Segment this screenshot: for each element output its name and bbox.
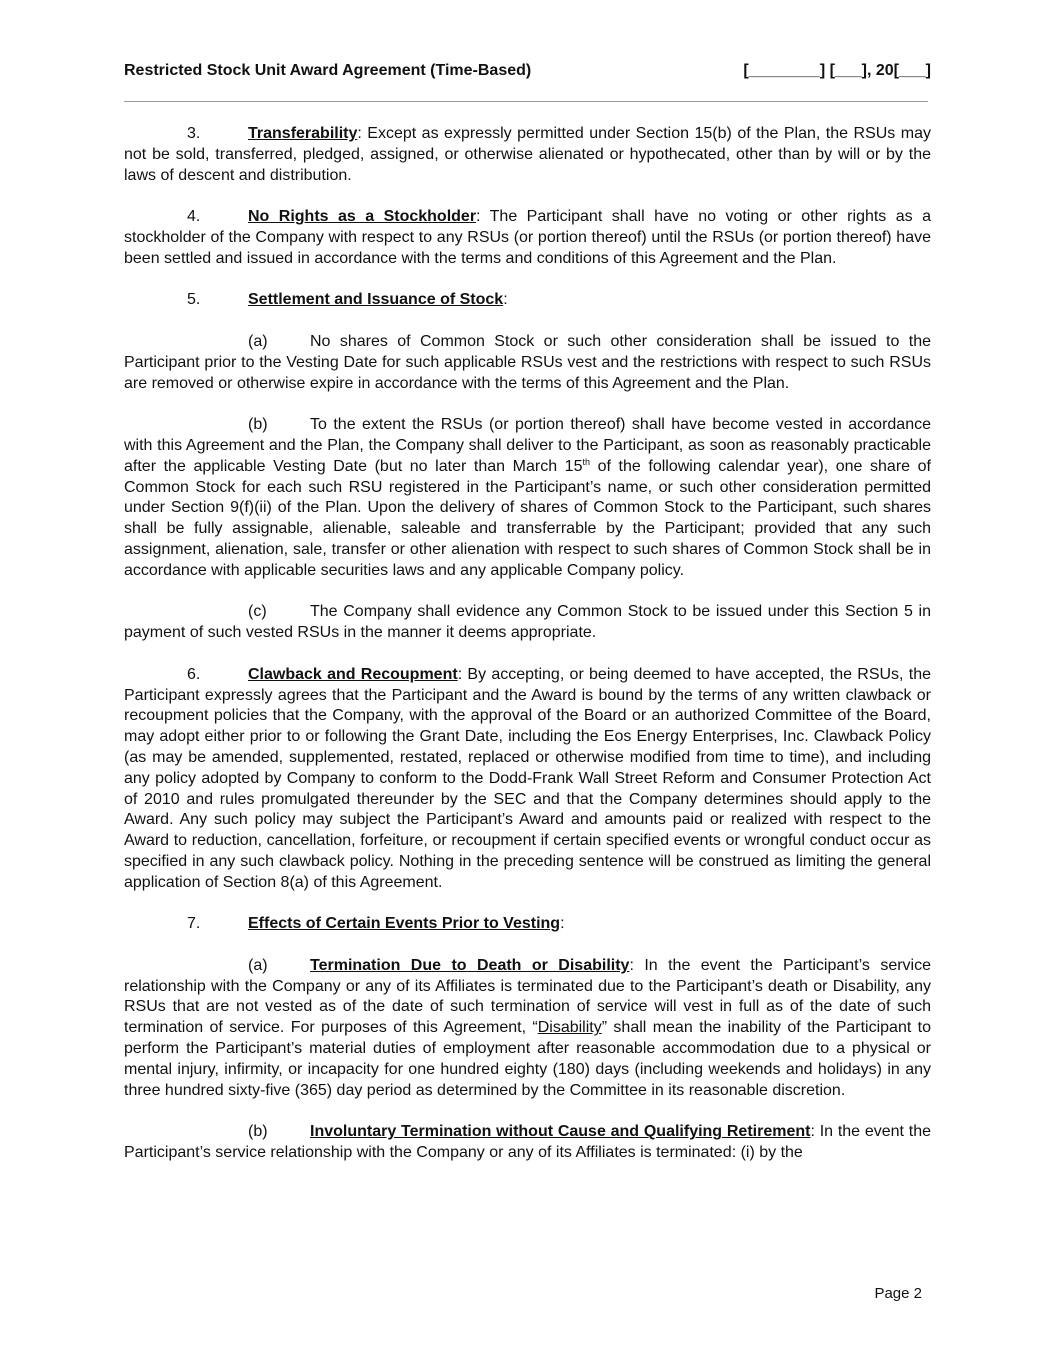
section-number: 4. xyxy=(187,208,201,226)
section-6-clawback: 6. Clawback and Recoupment: By accepting, or being deemed to have accepted, the RSUs, the Participant expressly agrees that the Participant and the Award is bound by the terms of any written clawback or recoupment policies that the Company, with the approval of the Board or an authorized Committee of the Board, may adopt either prior to or following the Grant Date, including the Eos Energy Enterprises, Inc. Clawback Policy (as may be amended, supplemented, restated, replaced or otherwise modified from time to time), and including any policy adopted by Company to conform to the Dodd-Frank Wall Street Reform and Consumer Protection Act of 2010 and rules promulgated thereunder by the SEC and that the Company determines should apply to the Award. Any such policy may subject the Participant’s Award and amounts paid or realized with respect to the Award to reduction, cancellation, forfeiture, or recoupment if certain specified events or wrongful conduct occur as specified in any such clawback policy. Nothing in the preceding sentence will be construed as limiting the general application of Section 8(a) of this Agreement. xyxy=(124,665,931,891)
defined-term: Disability xyxy=(537,1019,602,1037)
section-number: 5. xyxy=(187,291,201,309)
document-body xyxy=(124,124,931,1185)
section-heading: Clawback and Recoupment xyxy=(248,665,458,683)
date-placeholder: [________] [___], 20[___] xyxy=(743,62,931,79)
section-5c xyxy=(124,602,931,644)
section-5a xyxy=(124,332,931,394)
section-heading: Effects of Certain Events Prior to Vesting xyxy=(248,915,561,933)
document-page xyxy=(124,0,931,1365)
subsection-heading: Involuntary Termination without Cause and Qualifying Retirement xyxy=(310,1123,811,1141)
subsection-label: (a) xyxy=(248,332,268,350)
section-number: 7. xyxy=(187,915,201,933)
section-7a: (a) Termination Due to Death or Disability: In the event the Participant’s service relationship with the Company or any of its Affiliates is terminated due to the Participant’s death or Disability, any RSUs that are not vested as of the date of such termination of service will vest in full as of the date of such termination of service. For purposes of this Agreement, “Disability” shall mean the inability of the Participant to perform the Participant’s material duties of employment after reasonable accommodation due to a physical or mental injury, infirmity, or incapacity for one hundred eighty (180) days (including weekends and holidays) in any three hundred sixty-five (365) day period as determined by the Committee in its reasonable discretion. xyxy=(124,956,932,1099)
section-heading: Transferability xyxy=(248,125,358,142)
subsection-label: (a) xyxy=(248,956,268,974)
subsection-heading: Termination Due to Death or Disability xyxy=(310,956,630,974)
subsection-text: The Company shall evidence any Common Stock to be issued under this Section 5 in payment of such vested RSUs in the manner it deems appropriate. xyxy=(124,603,931,642)
section-heading: No Rights as a Stockholder xyxy=(248,208,477,226)
section-5b xyxy=(124,415,931,581)
ordinal-suffix: th xyxy=(582,456,590,467)
subsection-text: In the event the Participant’s service relationship with the Company or any of its Affiliates is terminated: (i) by the xyxy=(124,1123,932,1162)
subsection-text: To the extent the RSUs (or portion thereof) shall have become vested in accordance with this Agreement and the Plan, the Company shall deliver to the Participant, as soon as reasonably practicable after the applicable Vesting Date (but no later than March 15 xyxy=(124,416,931,475)
header-divider xyxy=(124,101,928,102)
section-text: By accepting, or being deemed to have accepted, the RSUs, the Participant expressly agrees that the Participant and the Award is bound by the terms of any written clawback or recoupment policies that the Company, with the approval of the Board or an authorized Committee of the Board, may adopt either prior to or following the Grant Date, including the Eos Energy Enterprises, Inc. Clawback Policy (as may be amended, supplemented, restated, replaced or otherwise modified from time to time), and including any policy adopted by Company to conform to the Dodd-Frank Wall Street Reform and Consumer Protection Act of 2010 and rules promulgated thereunder by the SEC and that the Company determines should apply to the Award. Any such policy may subject the Participant’s Award and amounts paid or realized with respect to the Award to reduction, cancellation, forfeiture, or recoupment if certain specified events or wrongful conduct occur as specified in any such clawback policy. Nothing in the preceding sentence will be construed as limiting the general application of Section 8(a) of this Agreement. xyxy=(124,665,931,891)
page-number: Page 2 xyxy=(874,1285,922,1302)
document-title: Restricted Stock Unit Award Agreement (Time-Based) xyxy=(124,62,532,79)
section-7-effects: 7. Effects of Certain Events Prior to Vesting: xyxy=(124,914,931,935)
subsection-label: (b) xyxy=(248,416,268,434)
subsection-text: No shares of Common Stock or such other consideration shall be issued to the Participant prior to the Vesting Date for such applicable RSUs vest and the restrictions with respect to such RSUs are removed or otherwise expire in accordance with the terms of this Agreement and the Plan. xyxy=(124,332,931,392)
section-7b: (b) Involuntary Termination without Cause and Qualifying Retirement: In the event the Participant’s service relationship with the Company or any of its Affiliates is terminated: (i) by the xyxy=(124,1123,932,1162)
section-3-transferability: 3. Transferability: Except as expressly permitted under Section 15(b) of the Plan, the RSUs may not be sold, transferred, pledged, assigned, or otherwise alienated or hypothecated, other than by will or by the laws of descent and distribution. xyxy=(124,125,931,184)
subsection-text: In the event the Participant’s service relationship with the Company or any of its Affiliates is terminated due to the Participant’s death or Disability, any RSUs that are not vested as of the date of such termination of service will vest in full as of the date of such termination of service. For purposes of this Agreement, “ xyxy=(124,956,932,1037)
section-text: The Participant shall have no voting or other rights as a stockholder of the Company with respect to any RSUs (or portion thereof) until the RSUs (or portion thereof) have been settled and issued in accordance with the terms and conditions of this Agreement and the Plan. xyxy=(124,208,931,267)
subsection-text-cont: of the following calendar year), one share of Common Stock for each such RSU registered in the Participant’s name, or such other consideration permitted under Section 9(f)(ii) of the Plan. Upon the delivery of shares of Common Stock to the Participant, such shares shall be fully assignable, alienable, saleable and transferrable by the Participant; provided that any such assignment, alienation, sale, transfer or other alienation with respect to such shares of Common Stock shall be in accordance with applicable securities laws and any applicable Company policy. xyxy=(124,457,931,579)
subsection-text-cont: ” shall mean the inability of the Participant to perform the Participant’s material duties of employment after reasonable accommodation due to a physical or mental injury, infirmity, or incapacity for one hundred eighty (180) days (including weekends and holidays) in any three hundred sixty-five (365) day period as determined by the Committee in its reasonable discretion. xyxy=(124,1019,931,1099)
section-text: Except as expressly permitted under Section 15(b) of the Plan, the RSUs may not be sold, transferred, pledged, assigned, or otherwise alienated or hypothecated, other than by will or by the laws of descent and distribution. xyxy=(124,125,931,184)
page-header xyxy=(124,62,931,84)
subsection-label: (b) xyxy=(248,1123,268,1141)
section-heading: Settlement and Issuance of Stock xyxy=(248,291,504,309)
section-number: 3. xyxy=(187,125,201,142)
subsection-label: (c) xyxy=(248,603,267,621)
section-4-no-rights: 4. No Rights as a Stockholder: The Participant shall have no voting or other rights as a stockholder of the Company with respect to any RSUs (or portion thereof) until the RSUs (or portion thereof) have been settled and issued in accordance with the terms and conditions of this Agreement and the Plan. xyxy=(124,208,931,267)
section-5-settlement: 5. Settlement and Issuance of Stock: xyxy=(124,290,931,311)
section-number: 6. xyxy=(187,665,201,683)
